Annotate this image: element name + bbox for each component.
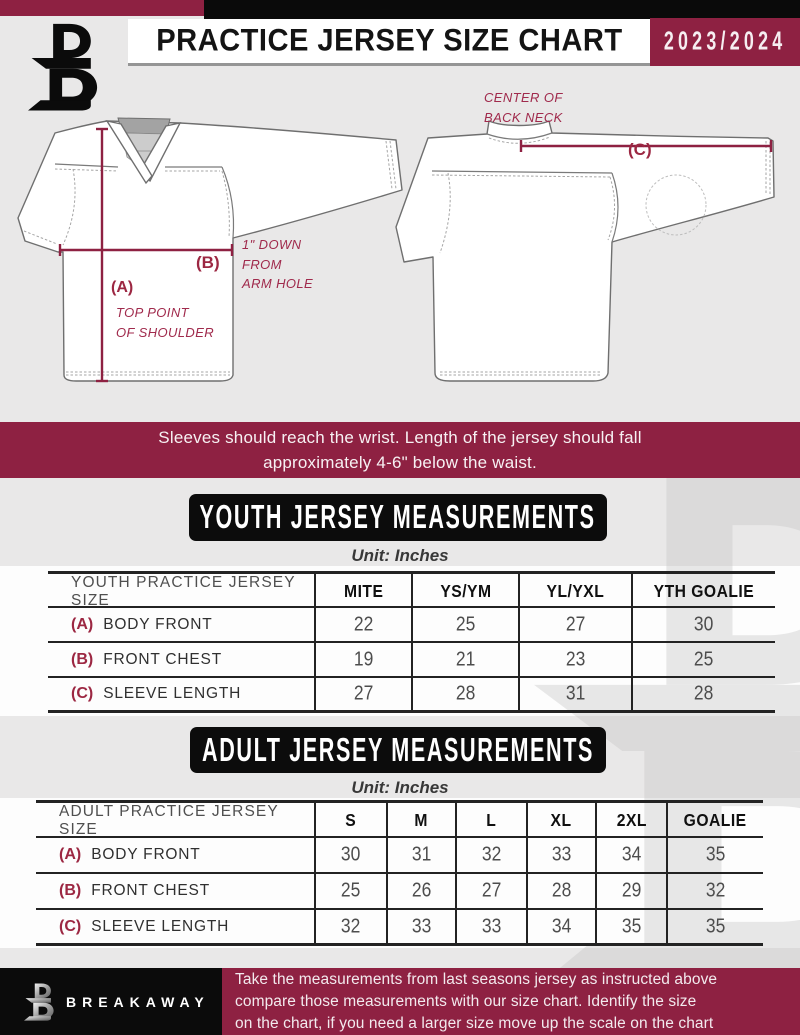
cell: 30 — [694, 612, 714, 635]
cell: 32 — [316, 910, 388, 943]
top-bar-maroon — [0, 0, 204, 16]
cell: 34 — [528, 910, 597, 943]
row-label: (B) FRONT CHEST — [36, 874, 316, 908]
cell: 29 — [597, 874, 668, 908]
youth-col-header: MITE — [316, 574, 413, 610]
adult-section-title: ADULT JERSEY MEASUREMENTS — [201, 731, 595, 768]
cell: 27 — [520, 608, 633, 641]
center-back-neck-note: CENTER OF BACK NECK — [484, 90, 563, 125]
cell: 25 — [316, 874, 388, 908]
adult-size-table — [36, 800, 763, 946]
cell: 32 — [705, 879, 726, 902]
adult-col-header: 2XL — [597, 803, 668, 839]
row-label: (A) BODY FRONT — [36, 838, 316, 872]
row-label: (B) FRONT CHEST — [48, 643, 316, 676]
jersey-drawings — [0, 85, 800, 423]
cell: 26 — [388, 874, 457, 908]
cell: 33 — [528, 838, 597, 872]
cell: 27 — [316, 678, 413, 710]
youth-section-title-box — [189, 494, 607, 541]
footer-note-line: Take the measurements from last seasons jersey as instructed above — [235, 970, 718, 988]
jersey-diagram — [0, 85, 800, 423]
row-label: (C) SLEEVE LENGTH — [36, 910, 316, 943]
season-box — [650, 18, 800, 66]
cell: 35 — [705, 914, 726, 937]
page-title-box — [128, 19, 650, 63]
brand-name: BREAKAWAY — [66, 993, 210, 1010]
arm-hole-note: 1" DOWN FROM ARM HOLE — [242, 237, 314, 291]
adult-col-header: XL — [528, 803, 597, 839]
adult-col-header: S — [316, 803, 388, 839]
measure-c-tag: (C) — [628, 140, 652, 159]
youth-table-header-row — [48, 571, 775, 608]
season-label: 2023/2024 — [663, 27, 787, 56]
adult-unit-label: Unit: Inches — [351, 778, 449, 797]
measure-a-tag: (A) — [111, 279, 134, 296]
footer-brand-box — [0, 968, 222, 1035]
cell: 33 — [457, 910, 528, 943]
youth-col-header: YTH GOALIE — [653, 582, 755, 601]
youth-section-title: YOUTH JERSEY MEASUREMENTS — [199, 498, 597, 536]
youth-unit-label: Unit: Inches — [351, 546, 449, 565]
cell: 31 — [520, 678, 633, 710]
cell: 33 — [388, 910, 457, 943]
youth-col-header: YOUTH PRACTICE JERSEY SIZE — [48, 574, 316, 610]
fit-guidance-banner — [0, 422, 800, 478]
table-row — [48, 643, 775, 678]
cell: 25 — [413, 608, 520, 641]
footer-note-box — [222, 968, 800, 1035]
adult-col-header: M — [388, 803, 457, 839]
page-title: PRACTICE JERSEY SIZE CHART — [155, 22, 623, 58]
cell: 28 — [413, 678, 520, 710]
measure-b-tag: (B) — [196, 253, 220, 272]
top-bar-black — [204, 0, 800, 19]
table-row — [48, 608, 775, 643]
footer-note-line: compare those measurements with our size chart. Identify the size — [235, 992, 697, 1010]
cell: 28 — [528, 874, 597, 908]
youth-size-table — [48, 571, 775, 713]
cell: 35 — [597, 910, 668, 943]
youth-col-header: YS/YM — [413, 574, 520, 610]
table-row — [36, 910, 763, 946]
cell: 30 — [316, 838, 388, 872]
cell: 28 — [694, 682, 714, 705]
breakaway-footer-logo-icon — [24, 983, 54, 1021]
banner-line-2: approximately 4-6" below the waist. — [263, 453, 537, 472]
table-row — [36, 838, 763, 874]
cell: 21 — [413, 643, 520, 676]
cell: 25 — [694, 647, 714, 670]
top-point-note: TOP POINT OF SHOULDER — [116, 305, 215, 340]
row-label: (C) SLEEVE LENGTH — [48, 678, 316, 710]
cell: 27 — [457, 874, 528, 908]
banner-line-1: Sleeves should reach the wrist. Length of the jersey should fall — [158, 427, 642, 447]
cell: 35 — [705, 843, 726, 866]
table-row — [48, 678, 775, 713]
youth-col-header: YL/YXL — [520, 574, 633, 610]
cell: 31 — [388, 838, 457, 872]
cell: 22 — [316, 608, 413, 641]
cell: 19 — [316, 643, 413, 676]
row-label: (A) BODY FRONT — [48, 608, 316, 641]
cell: 23 — [520, 643, 633, 676]
adult-section-title-box — [190, 727, 606, 773]
adult-col-header: ADULT PRACTICE JERSEY SIZE — [36, 803, 316, 839]
adult-col-header: GOALIE — [684, 811, 747, 830]
footer-note-line: on the chart, if you need a larger size move up the scale on the chart — [235, 1014, 714, 1032]
table-row — [36, 874, 763, 910]
cell: 34 — [597, 838, 668, 872]
cell: 32 — [457, 838, 528, 872]
adult-col-header: L — [457, 803, 528, 839]
adult-table-header-row — [36, 800, 763, 838]
